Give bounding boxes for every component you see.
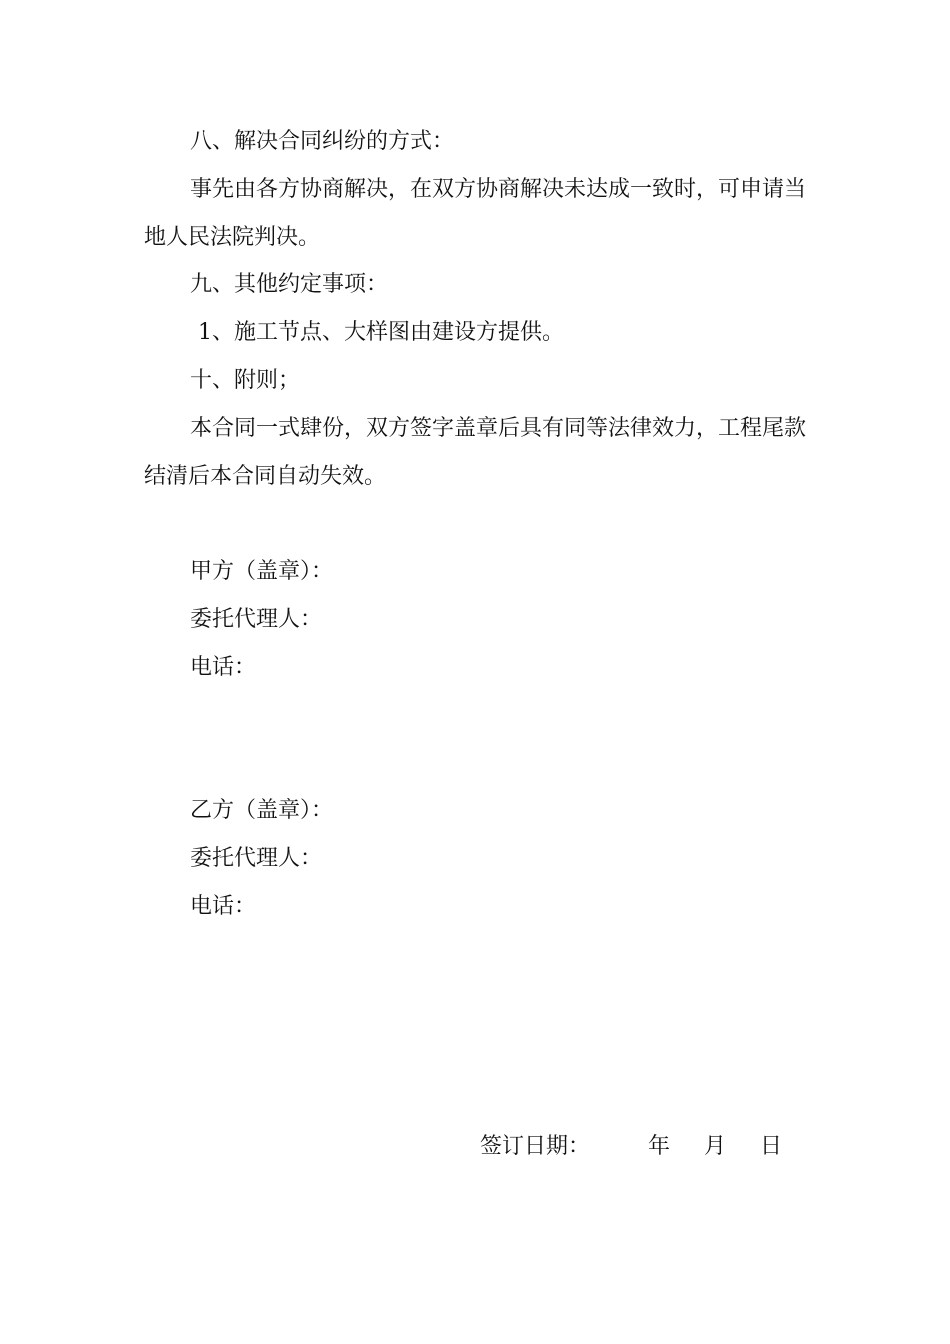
section8-heading: 八、解决合同纠纷的方式：	[190, 129, 455, 154]
party-a-seal-label: 甲方（盖章）：	[190, 559, 334, 584]
party-a-phone-label: 电话：	[190, 655, 257, 680]
section10-paragraph-line1: 本合同一式肆份，双方签字盖章后具有同等法律效力，工程尾款	[190, 416, 807, 441]
party-a-agent-label: 委托代理人：	[190, 607, 323, 632]
party-b-agent-label: 委托代理人：	[190, 846, 323, 871]
party-b-seal-label: 乙方（盖章）：	[190, 798, 334, 823]
section9-item1: 1、施工节点、大样图由建设方提供。	[198, 320, 564, 345]
signing-year-label: 年	[648, 1134, 671, 1159]
section8-paragraph-line1: 事先由各方协商解决，在双方协商解决未达成一致时，可申请当	[190, 177, 807, 202]
party-b-phone-label: 电话：	[190, 894, 257, 919]
signing-day-label: 日	[760, 1134, 783, 1159]
section10-paragraph-line2: 结清后本合同自动失效。	[144, 464, 387, 489]
signing-date-label: 签订日期：	[480, 1134, 591, 1159]
section8-paragraph-line2: 地人民法院判决。	[144, 225, 321, 250]
section9-heading: 九、其他约定事项：	[190, 272, 389, 297]
section10-heading: 十、附则；	[190, 368, 301, 393]
signing-month-label: 月	[704, 1134, 727, 1159]
